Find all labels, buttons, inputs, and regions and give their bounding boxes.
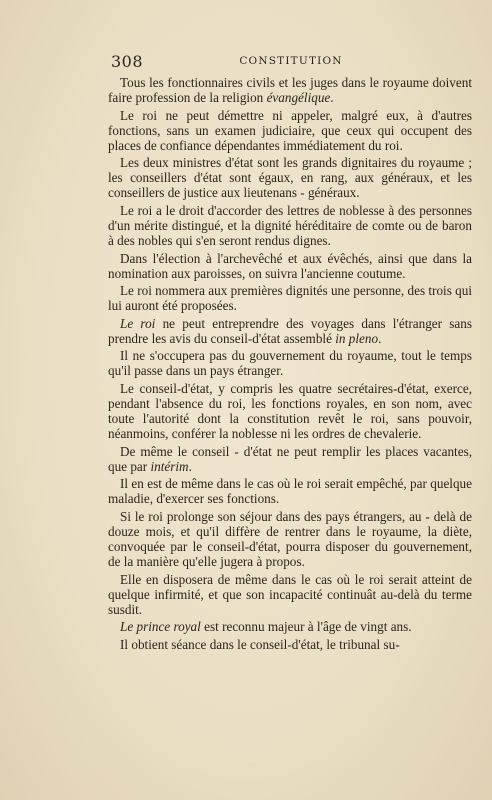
paragraph [108, 509, 472, 569]
running-title: CONSTITUTION [239, 55, 343, 67]
italic-text: évangélique [266, 90, 331, 106]
page-header [111, 52, 471, 70]
text-run: Il en est de même dans le cas où le roi serait empêché, par quelque maladie, d'exercer ses fonctions. [108, 476, 472, 507]
paragraph [108, 316, 472, 346]
text-run: est reconnu majeur à l'âge de vingt ans. [200, 619, 412, 635]
paragraph [108, 444, 472, 474]
italic-text: in pleno [335, 330, 379, 346]
page-number: 308 [111, 52, 144, 71]
text-run: Dans l'élection à l'archevêché et aux évêchés, ainsi que dans la nomination aux paroisses, on suivra l'ancienne coutume. [108, 250, 472, 281]
text-run: ne peut entreprendre des voyages dans l'étranger sans prendre les avis du conseil-d'état assemblé [108, 315, 472, 346]
paragraph [108, 348, 472, 378]
italic-text: Le roi [120, 315, 156, 331]
paragraph [108, 637, 472, 652]
paragraph [108, 108, 472, 153]
text-run: . [378, 330, 382, 346]
paragraph [108, 476, 472, 506]
paragraph [108, 572, 472, 617]
text-run: Il ne s'occupera pas du gouvernement du royaume, tout le temps qu'il passe dans un pays étranger. [108, 348, 472, 379]
paragraph [108, 381, 472, 441]
paragraph [108, 75, 472, 105]
text-run: . [188, 458, 192, 474]
paragraph [108, 619, 472, 634]
text-run: Il obtient séance dans le conseil-d'état, le tribunal su- [120, 636, 400, 652]
italic-text: intérim [150, 458, 189, 474]
text-run: Les deux ministres d'état sont les grands dignitaires du royaume ; les conseillers d'état sont égaux, en rang, aux généraux, et les conseillers de justice aux lieutenans - généraux. [108, 155, 472, 201]
text-run: . [330, 90, 334, 106]
text-run: Le roi nommera aux premières dignités une personne, des trois qui lui auront été proposées. [108, 283, 472, 314]
paragraph [108, 155, 472, 200]
text-run: Le conseil-d'état, y compris les quatre secrétaires-d'état, exerce, pendant l'absence du roi, les fonctions royales, en son nom, avec toute l'autorité dont la constitution revêt le roi, sans pouvoir, néanmoins, conférer la noblesse ni les ordres de chevalerie. [108, 380, 472, 442]
italic-text: Le prince royal [120, 619, 201, 635]
text-run: De même le conseil - d'état ne peut remplir les places vacantes, que par [108, 443, 472, 474]
body-text [108, 75, 472, 654]
text-run: Elle en disposera de même dans le cas où le roi serait atteint de quelque infirmité, et que son incapacité continuât au-delà du terme susdit. [108, 571, 472, 617]
text-run: Le roi ne peut démettre ni appeler, malgré eux, à d'autres fonctions, sans un examen judiciaire, que ceux qui occupent des places de confiance dépendantes immédiatement du roi. [108, 107, 472, 153]
paragraph [108, 251, 472, 281]
paragraph [108, 283, 472, 313]
text-run: Le roi a le droit d'accorder des lettres de noblesse à des personnes d'un mérite distingué, et la dignité héréditaire de comte ou de baron à des nobles qui s'en seront rendus dignes. [108, 202, 472, 249]
paragraph [108, 203, 472, 248]
text-run: Si le roi prolonge son séjour dans des pays étrangers, au - delà de douze mois, et qu'il diffère de rentrer dans le royaume, la diète, convoquée par le conseil-d'état, pourra disposer du gouvernement, de la manière qu'elle jugera à propos. [108, 508, 472, 570]
text-run: Tous les fonctionnaires civils et les juges dans le royaume doivent faire profession de la religion [108, 75, 472, 106]
